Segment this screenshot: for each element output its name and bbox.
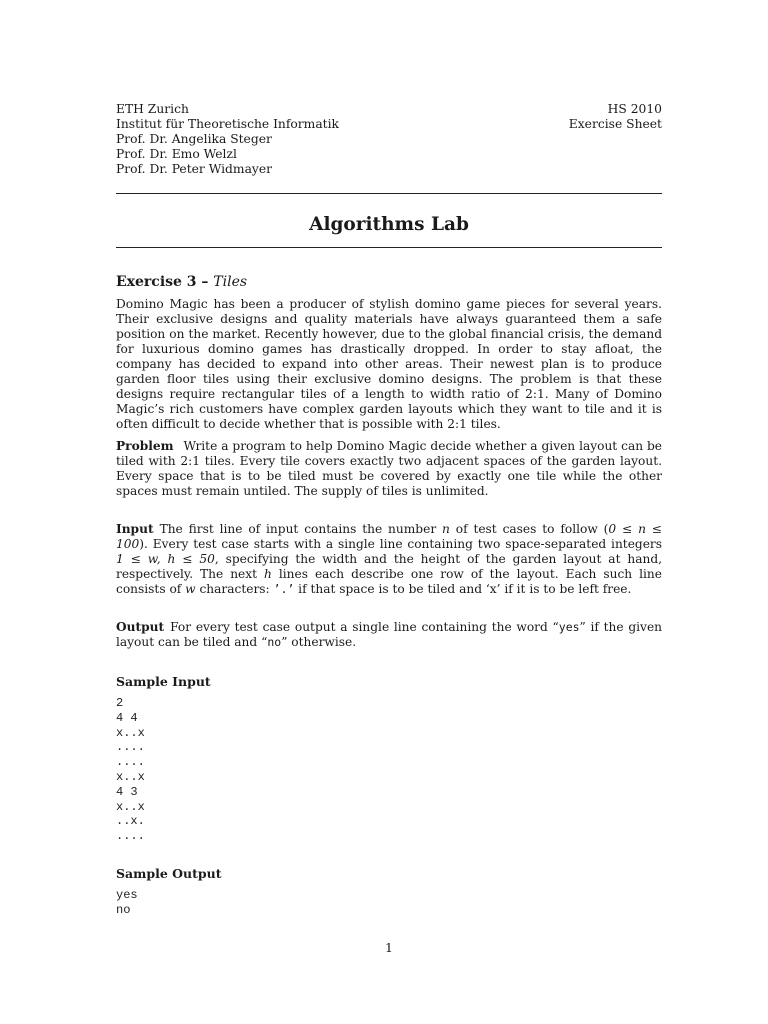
- dot-char: ’.’: [273, 582, 295, 596]
- institution-line: ETH Zurich: [116, 102, 189, 116]
- code-line: ....: [116, 740, 145, 755]
- problem-text: Write a program to help Domino Magic decide whether a given layout can be tiled with 2:1 tiles. Every tile covers exactly two adjacent spaces of the garden layout. Every space that is to be tiled must be covered by exactly one tile while the other spaces must remain untiled. The supply of tiles is unlimited.: [116, 439, 662, 498]
- output-label: Output: [116, 620, 165, 634]
- input-paragraph: [116, 522, 662, 597]
- code-line: x..x: [116, 725, 145, 740]
- sample-output-block: [116, 888, 138, 918]
- sample-input-label: Sample Input: [116, 674, 211, 689]
- sample-input-block: [116, 696, 145, 844]
- institution-line: Prof. Dr. Emo Welzl: [116, 147, 237, 161]
- math-h: h: [264, 567, 272, 581]
- header-rule: [116, 193, 662, 194]
- sheet-type-line: Exercise Sheet: [568, 117, 662, 131]
- no-code: no: [267, 635, 282, 649]
- input-text: of test cases to follow (: [449, 522, 609, 536]
- code-line: 4 4: [116, 710, 138, 725]
- math-wh-range: 1 ≤ w, h ≤ 50: [116, 552, 215, 566]
- exercise-number: Exercise 3 –: [116, 274, 214, 290]
- intro-text: Domino Magic has been a producer of stylish domino game pieces for several years. Their exclusive designs and quality materials have always guaranteed them a safe position on the market. Recently however, due to the global financial crisis, the demand for luxurious domino games has drastically dropped. In order to stay afloat, the company has decided to expand into other areas. Their newest plan is to produce garden floor tiles using their exclusive domino designs. The problem is that these designs require rectangular tiles of a length to width ratio of 2:1. Many of Domino Magic’s rich customers have complex garden layouts which they want to tile and it is often difficult to decide whether that is possible with 2:1 tiles.: [116, 297, 662, 431]
- yes-code: yes: [558, 620, 580, 634]
- page-number: 1: [385, 940, 393, 955]
- code-line: ..x.: [116, 814, 145, 829]
- input-text: ). Every test case starts with a single line containing two space-separated integers: [139, 537, 662, 551]
- semester-line: HS 2010: [607, 102, 662, 116]
- semester-block: [569, 102, 662, 132]
- output-text: For every test case output a single line containing the word “: [170, 620, 559, 634]
- code-line: yes: [116, 888, 138, 902]
- input-text: lines each describe one row of the layout. Each such line consists of: [116, 567, 662, 596]
- math-w: w: [185, 582, 196, 596]
- title-rule: [116, 247, 662, 248]
- institution-block: [116, 102, 339, 177]
- math-n-range: 0 ≤ n ≤ 100: [116, 522, 662, 551]
- output-text: ” if the given layout can be tiled and “: [116, 620, 663, 649]
- input-text: if that space is to be tiled and ‘x’ if it is to be left free.: [294, 582, 632, 596]
- problem-label: Problem: [116, 439, 174, 453]
- code-line: no: [116, 902, 131, 917]
- exercise-subtitle: Tiles: [213, 274, 248, 290]
- institution-line: Prof. Dr. Angelika Steger: [116, 132, 272, 146]
- code-line: 4 3: [116, 784, 138, 799]
- code-line: ....: [116, 829, 145, 844]
- code-line: x..x: [116, 799, 145, 814]
- code-line: ....: [116, 755, 145, 770]
- input-label: Input: [116, 522, 154, 536]
- math-n: n: [442, 522, 450, 536]
- input-text: , specifying the width and the height of the garden layout at hand, respectively. The next: [116, 552, 662, 581]
- document-title: Algorithms Lab: [309, 214, 469, 235]
- input-text: The first line of input contains the number: [159, 522, 443, 536]
- exercise-heading: [116, 274, 247, 290]
- input-text: characters:: [195, 582, 274, 596]
- code-line: 2: [116, 696, 124, 710]
- code-line: x..x: [116, 769, 145, 784]
- institution-line: Institut für Theoretische Informatik: [116, 117, 339, 131]
- exercise-sheet-page: [116, 0, 662, 1024]
- institution-line: Prof. Dr. Peter Widmayer: [116, 162, 273, 176]
- output-text: ” otherwise.: [281, 635, 357, 649]
- output-paragraph: [116, 620, 662, 650]
- problem-paragraph: [116, 439, 662, 499]
- intro-paragraph: [116, 297, 662, 432]
- sample-output-label: Sample Output: [116, 866, 222, 881]
